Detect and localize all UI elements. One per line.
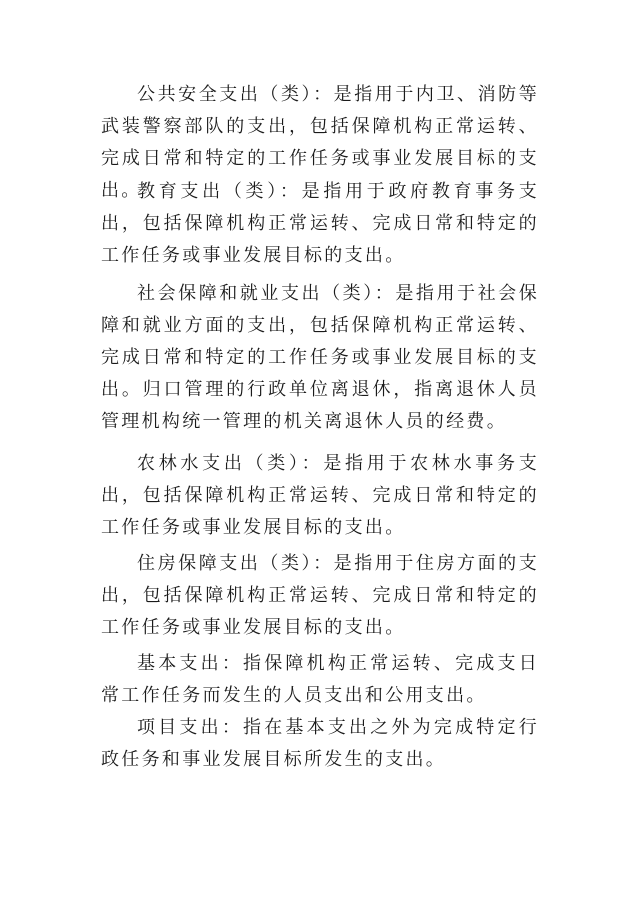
paragraph-public-security-expenditure: 公共安全支出（类）：是指用于内卫、消防等武装警察部队的支出，包括保障机构正常运转、完成日常和特定的工作任务或事业发展目标的支出。 (101, 84, 539, 201)
paragraph-social-security-employment-expenditure: 社会保障和就业支出（类）：是指用于社会保障和就业方面的支出，包括保障机构正常运转、完成日常和特定的工作任务或事业发展目标的支出。归口管理的行政单位离退休，指离退休人员管理机构统一管理的机关离退休人员的经费。 (101, 283, 539, 432)
paragraph-agriculture-forestry-water-expenditure: 农林水支出（类）：是指用于农林水事务支出，包括保障机构正常运转、完成日常和特定的工作任务或事业发展目标的支出。 (101, 453, 539, 538)
paragraph-project-expenditure: 项目支出：指在基本支出之外为完成特定行政任务和事业发展目标所发生的支出。 (101, 717, 539, 770)
paragraph-basic-expenditure: 基本支出：指保障机构正常运转、完成支日常工作任务而发生的人员支出和公用支出。 (101, 653, 539, 706)
paragraph-education-expenditure: 教育支出（类）：是指用于政府教育事务支出，包括保障机构正常运转、完成日常和特定的工作任务或事业发展目标的支出。 (101, 181, 539, 266)
paragraph-housing-security-expenditure: 住房保障支出（类）：是指用于住房方面的支出，包括保障机构正常运转、完成日常和特定的工作任务或事业发展目标的支出。 (101, 553, 539, 638)
